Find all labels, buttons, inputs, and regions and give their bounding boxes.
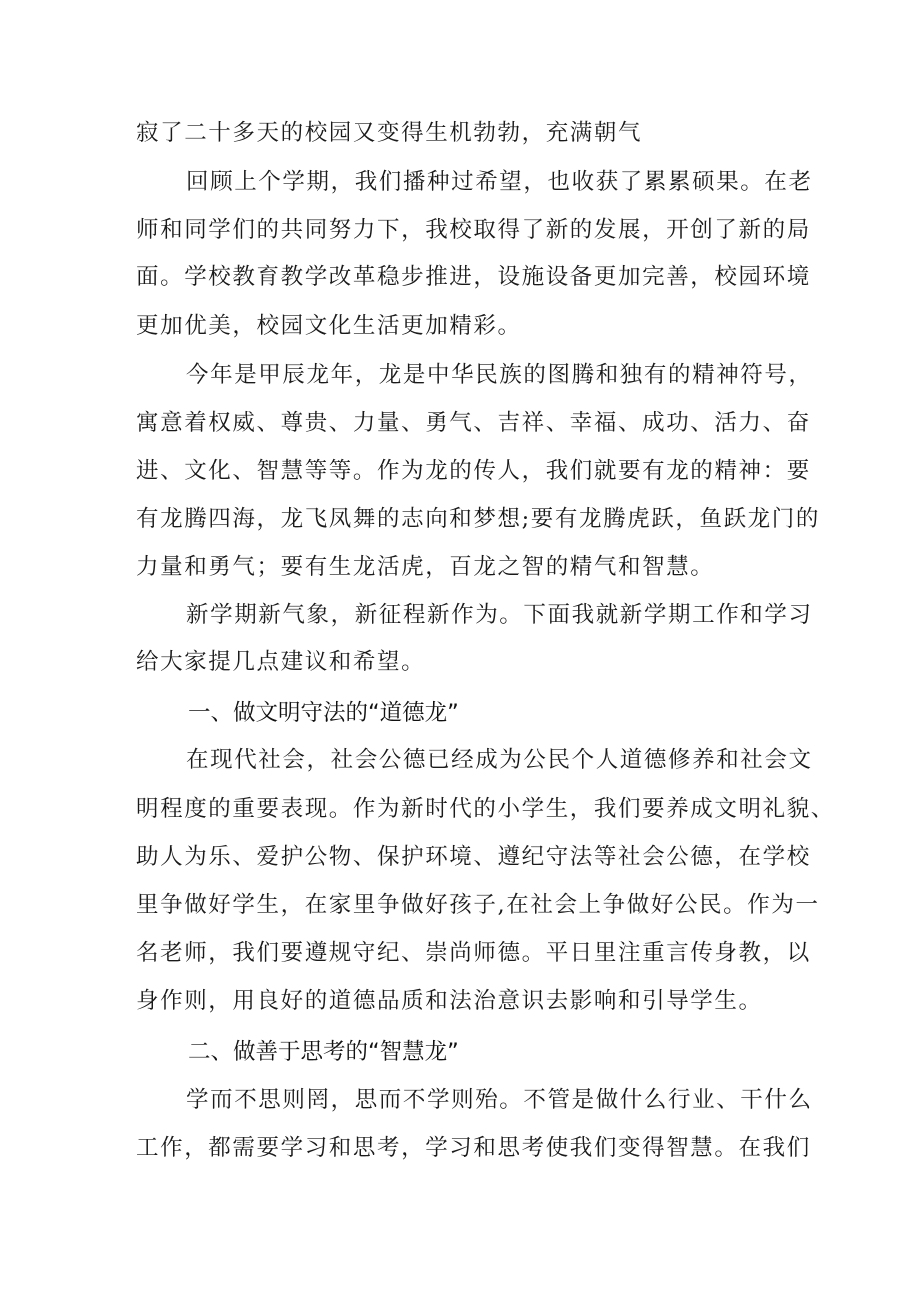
paragraph-line: 新学期新气象，新征程新作为。下面我就新学期工作和学习	[186, 602, 813, 628]
paragraph-line: 师和同学们的共同努力下，我校取得了新的发展，开创了新的局	[136, 217, 811, 243]
paragraph-line: 更加优美，校园文化生活更加精彩。	[136, 313, 522, 339]
paragraph-line: 今年是甲辰龙年，龙是中华民族的图腾和独有的精神符号，	[186, 362, 813, 388]
section-heading: 一、做文明守法的“道德龙”	[188, 700, 459, 726]
paragraph-line: 身作则，用良好的道德品质和法治意识去影响和引导学生。	[136, 988, 763, 1014]
paragraph-line: 寂了二十多天的校园又变得生机勃勃，充满朝气	[136, 120, 643, 146]
paragraph-line: 给大家提几点建议和希望。	[136, 649, 426, 675]
paragraph-line: 力量和勇气；要有生龙活虎，百龙之智的精气和智慧。	[136, 554, 715, 580]
paragraph-line: 进、文化、智慧等等。作为龙的传人，我们就要有龙的精神：要	[136, 458, 811, 484]
paragraph-line: 明程度的重要表现。作为新时代的小学生，我们要养成文明礼貌、	[136, 796, 835, 822]
paragraph-line: 学而不思则罔，思而不学则殆。不管是做什么行业、干什么	[186, 1087, 813, 1113]
paragraph-line: 在现代社会，社会公德已经成为公民个人道德修养和社会文	[186, 747, 813, 773]
paragraph-line: 面。学校教育教学改革稳步推进，设施设备更加完善，校园环境	[136, 264, 811, 290]
paragraph-line: 里争做好学生，在家里争做好孩子,在社会上争做好公民。作为一	[136, 892, 820, 918]
section-heading: 二、做善于思考的“智慧龙”	[188, 1039, 459, 1065]
paragraph-line: 有龙腾四海，龙飞凤舞的志向和梦想;要有龙腾虎跃，鱼跃龙门的	[136, 506, 820, 532]
paragraph-line: 寓意着权威、尊贵、力量、勇气、吉祥、幸福、成功、活力、奋	[136, 410, 811, 436]
paragraph-line: 回顾上个学期，我们播种过希望，也收获了累累硕果。在老	[186, 169, 813, 195]
paragraph-line: 助人为乐、爱护公物、保护环境、遵纪守法等社会公德，在学校	[136, 844, 811, 870]
paragraph-line: 工作，都需要学习和思考，学习和思考使我们变得智慧。在我们	[136, 1135, 811, 1161]
paragraph-line: 名老师，我们要遵规守纪、崇尚师德。平日里注重言传身教，以	[136, 940, 811, 966]
